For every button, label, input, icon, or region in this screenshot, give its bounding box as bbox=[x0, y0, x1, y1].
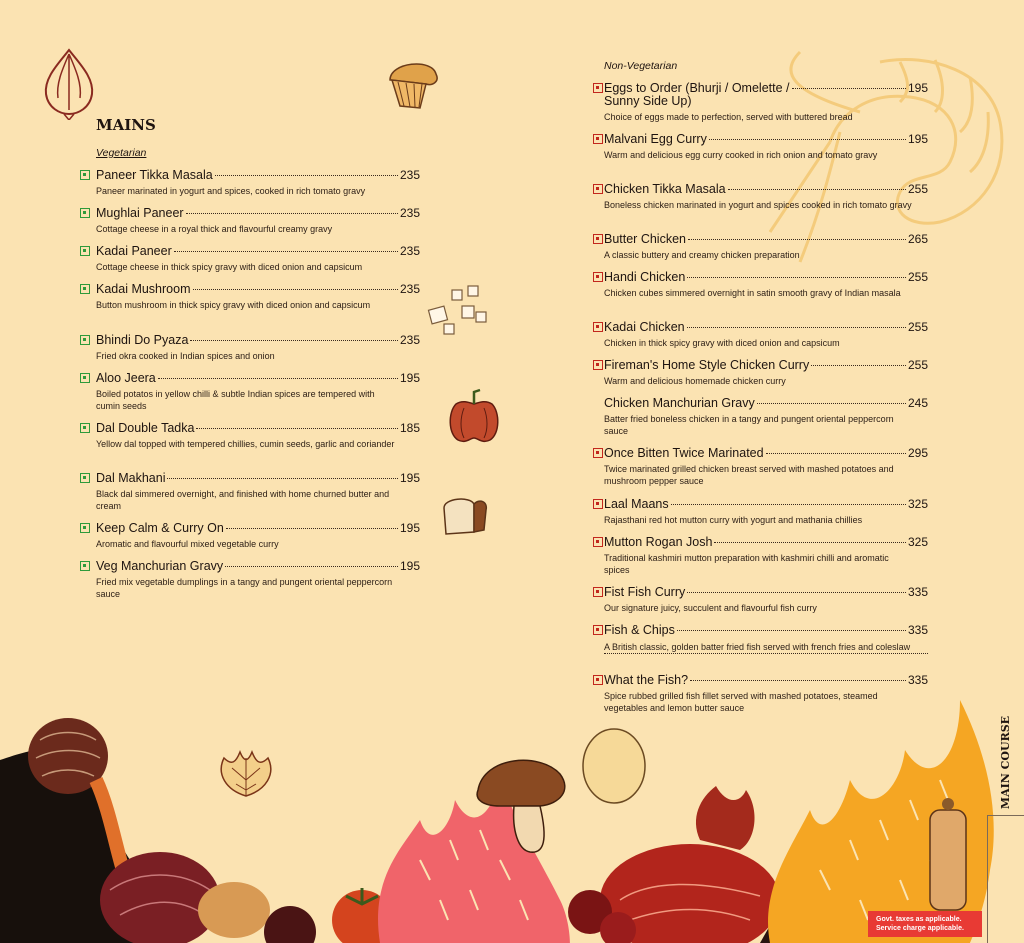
veg-mark-icon bbox=[80, 473, 90, 483]
item-name: Fireman's Home Style Chicken Curry bbox=[604, 358, 810, 372]
item-description: Our signature juicy, succulent and flavourful fish curry bbox=[604, 603, 817, 613]
item-price: 255 bbox=[907, 320, 928, 334]
item-name: Laal Maans bbox=[604, 497, 669, 511]
item-description: Traditional kashmiri mutton preparation with kashmiri chilli and aromatic spices bbox=[604, 553, 889, 575]
nonveg-mark-icon bbox=[593, 537, 603, 547]
nonveg-mark-icon bbox=[593, 587, 603, 597]
nonveg-mark-icon bbox=[593, 499, 603, 509]
nonveg-mark-icon bbox=[593, 360, 603, 370]
nonveg-mark-icon bbox=[593, 625, 603, 635]
menu-item bbox=[96, 169, 420, 197]
veg-mark-icon bbox=[80, 423, 90, 433]
veg-mark-icon bbox=[80, 335, 90, 345]
item-name: Dal Makhani bbox=[96, 471, 166, 485]
menu-item bbox=[604, 674, 928, 714]
tab-divider bbox=[987, 815, 1024, 943]
veg-mark-icon bbox=[80, 208, 90, 218]
menu-item bbox=[604, 321, 928, 349]
item-price: 255 bbox=[907, 358, 928, 372]
tax-note-line: Service charge applicable. bbox=[876, 925, 964, 932]
item-description: Cottage cheese in a royal thick and flavourful creamy gravy bbox=[96, 224, 333, 234]
nonveg-mark-icon bbox=[593, 272, 603, 282]
nonveg-mark-icon bbox=[593, 184, 603, 194]
item-name: Fish & Chips bbox=[604, 623, 675, 637]
menu-item bbox=[604, 359, 928, 387]
item-price: 195 bbox=[399, 559, 420, 573]
item-description: Fried mix vegetable dumplings in a tangy and pungent oriental peppercorn sauce bbox=[96, 577, 393, 599]
item-price: 235 bbox=[399, 333, 420, 347]
item-price: 195 bbox=[907, 81, 928, 95]
menu-item bbox=[96, 522, 420, 550]
item-price: 335 bbox=[907, 673, 928, 687]
item-description: Fried okra cooked in Indian spices and onion bbox=[96, 351, 275, 361]
item-description: Spice rubbed grilled fish fillet served with mashed potatoes, steamed vegetables and lemon butter sauce bbox=[604, 691, 878, 713]
item-price: 255 bbox=[907, 270, 928, 284]
item-description: Choice of eggs made to perfection, served with buttered bread bbox=[604, 112, 853, 122]
item-price: 325 bbox=[907, 497, 928, 511]
item-description: Batter fried boneless chicken in a tangy and pungent oriental peppercorn sauce bbox=[604, 414, 894, 436]
item-price: 195 bbox=[399, 521, 420, 535]
menu-item bbox=[96, 422, 420, 450]
veg-mark-icon bbox=[80, 373, 90, 383]
muffin-icon bbox=[382, 52, 444, 112]
menu-item bbox=[604, 233, 928, 261]
item-name: Once Bitten Twice Marinated bbox=[604, 446, 764, 460]
item-name: Aloo Jeera bbox=[96, 371, 156, 385]
vegetarian-subheading: Vegetarian bbox=[96, 147, 147, 159]
item-price: 185 bbox=[399, 421, 420, 435]
item-price: 295 bbox=[907, 446, 928, 460]
tax-note bbox=[868, 911, 982, 937]
item-name: Mutton Rogan Josh bbox=[604, 535, 713, 549]
menu-item bbox=[604, 498, 928, 526]
item-name: Kadai Chicken bbox=[604, 320, 685, 334]
menu-item bbox=[96, 472, 420, 512]
menu-item bbox=[96, 372, 420, 412]
item-name: Bhindi Do Pyaza bbox=[96, 333, 189, 347]
item-name: Chicken Manchurian Gravy bbox=[604, 396, 755, 410]
menu-item bbox=[604, 82, 928, 123]
item-description: Boneless chicken marinated in yogurt and spices cooked in rich tomato gravy bbox=[604, 200, 912, 210]
item-name: Eggs to Order (Bhurji / Omelette / Sunny Side Up) bbox=[604, 81, 790, 108]
veg-mark-icon bbox=[80, 284, 90, 294]
item-description: Black dal simmered overnight, and finished with home churned butter and cream bbox=[96, 489, 390, 511]
menu-item bbox=[604, 397, 928, 437]
item-description: Warm and delicious egg curry cooked in rich onion and tomato gravy bbox=[604, 150, 878, 160]
menu-item bbox=[96, 560, 420, 600]
food-illustration-band bbox=[0, 700, 1024, 943]
item-description: Yellow dal topped with tempered chillies, cumin seeds, garlic and coriander bbox=[96, 439, 395, 449]
item-name: Kadai Paneer bbox=[96, 244, 172, 258]
item-price: 235 bbox=[399, 168, 420, 182]
item-description: A classic buttery and creamy chicken preparation bbox=[604, 250, 800, 260]
menu-item bbox=[604, 447, 928, 487]
veg-mark-icon bbox=[80, 561, 90, 571]
item-name: Kadai Mushroom bbox=[96, 282, 191, 296]
item-price: 255 bbox=[907, 182, 928, 196]
menu-item bbox=[96, 283, 420, 311]
nonveg-mark-icon bbox=[593, 675, 603, 685]
menu-item bbox=[604, 536, 928, 576]
item-name: Keep Calm & Curry On bbox=[96, 521, 224, 535]
pepper-mill-icon bbox=[930, 798, 966, 910]
menu-item bbox=[604, 271, 928, 299]
nonveg-mark-icon bbox=[593, 134, 603, 144]
nonveg-mark-icon bbox=[593, 448, 603, 458]
tofu-cubes-icon bbox=[426, 284, 494, 336]
item-description: A British classic, golden batter fried fish served with french fries and coleslaw bbox=[604, 641, 928, 654]
item-description: Chicken in thick spicy gravy with diced onion and capsicum bbox=[604, 338, 840, 348]
item-name: Fist Fish Curry bbox=[604, 585, 686, 599]
item-price: 235 bbox=[399, 244, 420, 258]
item-price: 195 bbox=[399, 471, 420, 485]
section-side-tab bbox=[987, 712, 1024, 812]
item-description: Twice marinated grilled chicken breast served with mashed potatoes and mushroom pepper sauce bbox=[604, 464, 894, 486]
item-name: Veg Manchurian Gravy bbox=[96, 559, 224, 573]
item-price: 235 bbox=[399, 282, 420, 296]
item-description: Boiled potatos in yellow chilli & subtle Indian spices are tempered with cumin seeds bbox=[96, 389, 375, 411]
item-price: 245 bbox=[907, 396, 928, 410]
section-heading: MAINS bbox=[96, 116, 156, 134]
tax-note-line: Govt. taxes as applicable. bbox=[876, 916, 962, 923]
item-description: Cottage cheese in thick spicy gravy with diced onion and capsicum bbox=[96, 262, 363, 272]
item-name: What the Fish? bbox=[604, 673, 689, 687]
item-description: Chicken cubes simmered overnight in satin smooth gravy of Indian masala bbox=[604, 288, 901, 298]
nonveg-mark-icon bbox=[593, 83, 603, 93]
bread-icon bbox=[440, 494, 490, 538]
menu-item bbox=[96, 334, 420, 362]
item-name: Butter Chicken bbox=[604, 232, 686, 246]
veg-mark-icon bbox=[80, 170, 90, 180]
item-price: 325 bbox=[907, 535, 928, 549]
veg-mark-icon bbox=[80, 246, 90, 256]
item-description: Paneer marinated in yogurt and spices, cooked in rich tomato gravy bbox=[96, 186, 366, 196]
item-description: Button mushroom in thick spicy gravy with diced onion and capsicum bbox=[96, 300, 371, 310]
bell-pepper-icon bbox=[446, 388, 502, 446]
item-name: Dal Double Tadka bbox=[96, 421, 195, 435]
menu-item bbox=[96, 245, 420, 273]
onion-icon bbox=[38, 44, 100, 120]
menu-item bbox=[604, 133, 928, 161]
item-name: Mughlai Paneer bbox=[96, 206, 184, 220]
item-description: Warm and delicious homemade chicken curry bbox=[604, 376, 786, 386]
item-name: Malvani Egg Curry bbox=[604, 132, 707, 146]
nonveg-mark-icon bbox=[593, 322, 603, 332]
item-price: 335 bbox=[907, 585, 928, 599]
item-price: 195 bbox=[399, 371, 420, 385]
item-price: 335 bbox=[907, 623, 928, 637]
item-description: Rajasthani red hot mutton curry with yogurt and mathania chillies bbox=[604, 515, 863, 525]
menu-item bbox=[96, 207, 420, 235]
item-name: Handi Chicken bbox=[604, 270, 686, 284]
item-price: 195 bbox=[907, 132, 928, 146]
item-price: 235 bbox=[399, 206, 420, 220]
item-name: Paneer Tikka Masala bbox=[96, 168, 213, 182]
item-price: 265 bbox=[907, 232, 928, 246]
veg-mark-icon bbox=[80, 523, 90, 533]
menu-item bbox=[604, 183, 928, 211]
side-tab-label: MAIN COURSE bbox=[999, 715, 1013, 809]
item-name: Chicken Tikka Masala bbox=[604, 182, 726, 196]
menu-item bbox=[604, 586, 928, 614]
nonveg-mark-icon bbox=[593, 234, 603, 244]
item-description: Aromatic and flavourful mixed vegetable curry bbox=[96, 539, 279, 549]
menu-item bbox=[604, 624, 928, 655]
non-vegetarian-subheading: Non-Vegetarian bbox=[604, 60, 678, 72]
